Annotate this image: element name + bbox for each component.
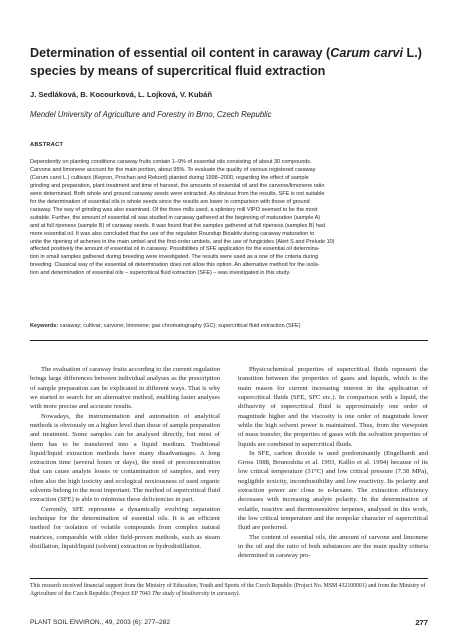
abstract-line: more essential oil. It was also concluded that the use of the regulator Roundup Bioaktiv during caraway maturation to xyxy=(30,230,315,237)
abstract-body xyxy=(30,159,428,278)
abstract-line: caraway. The way of grinding was also examined. Of the three mills used, a splintery mill VIPO seemed to be the most xyxy=(30,206,318,213)
title-part1: Determination of essential oil content in caraway ( xyxy=(30,46,331,60)
abstract-line: for the determination of essential oils in whole seeds since the results are lower in comparison with those of ground xyxy=(30,198,310,205)
footnote-text: This research received financial support from the Ministry of Education, Youth and Sports of the Czech Republic (Project No. MSM 432100001) and from the Ministry of Agriculture of the Czech Republic (Project EP 7043 xyxy=(30,583,426,598)
author-list: J. Sedláková, B. Kocourková, L. Lojková, V. Kubáň xyxy=(30,90,213,99)
section-divider xyxy=(30,340,428,341)
paper-title xyxy=(30,44,430,80)
abstract-line: suitable. Further, the amount of essential oil was studied in caraway gathered at the beginning of maturation (sample A) xyxy=(30,214,321,221)
funding-footnote xyxy=(30,582,428,598)
paragraph: The content of essential oils, the amount of carvone and limonene in the oil and the ratio of both substances are the main quality criteria determined in caraway pro- xyxy=(238,533,428,560)
journal-citation: PLANT SOIL ENVIRON., 49, 2003 (6): 277–282 xyxy=(30,619,171,626)
title-part2: L.) species by means of supercritical fluid extraction xyxy=(30,46,422,78)
title-species: Carum carvi xyxy=(330,46,404,60)
affiliation: Mendel University of Agriculture and Forestry in Brno, Czech Republic xyxy=(30,110,272,119)
paragraph: Physicochemical properties of supercritical fluids represent the transition between the properties of gases and liquids, which is the main reason for current increasing interest in the application of supercritical fluids (SFE, SFC etc.). In comparison with a liquid, the diffusivity of supercritical fluid is approximately one order of magnitude higher and the viscosity is one order of magnitude lower while the high solvent power is maintained. Thus, from the viewpoint of mass transfer, the properties of gases with the solvation properties of liquids are combined in supercritical fluids. xyxy=(238,366,428,448)
paragraph: In SFE, carbon dioxide is used predominantly (Engelhardt and Gross 1988, Bounoshita et al. 1993, Kallio et al. 1994) because of its low critical temperature (31°C) and low critical pressure (7.38 MPa), negligible toxicity, incombustibility and low reactivity. Its polarity and extraction power are close to n-hexane. The extraction efficiency decreases with increasing analyte polarity. In the determination of volatile, reactive and thermosensitive terpenes, analysed in this work, the low critical temperature and the nonpolar character of supercritical fluid are preferred. xyxy=(238,449,428,532)
page-number: 277 xyxy=(415,618,428,627)
body-column-right xyxy=(238,365,428,561)
keywords-text: caraway; cultivar; carvone; limonene; gas chromatography (GC); supercritical fluid extraction (SFE) xyxy=(58,323,301,329)
abstract-line: tion in small samples gathered during breeding were investigated. The results were used as a one of the criteria during xyxy=(30,254,319,261)
paragraph: Currently, SFE represents a dynamically evolving separation technique for the determination of essential oils. It is an efficient method for isolation of volatile compounds from complex natural matrices, comparable with older field-proven methods, such as steam distillation, liquid/liquid (solvent) extraction or hydrodistillation. xyxy=(30,505,220,550)
body-column-left xyxy=(30,365,220,551)
abstract-line: grinding and preparation, plant treatment and time of harvest, the amounts of essential oil and the carvone/limonene ratio xyxy=(30,182,325,189)
paragraph: Nowadays, the instrumentation and automation of analytical methods is obviously on a higher level than those of sample preparation and treatment. Some samples can be analysed directly, but most of them has to be transferred into a liquid medium. Traditional liquid/liquid extraction methods have many disadvantages. A long extraction time (several hours or days), the need of preconcentration that can cause analyte losses or contamination of samples, and very often also the high toxicity and ecological noxiousness of used organic solvents belong to the most important. The method of supercritical fluid extraction (SFE) is able to minimise these deficiencies in part. xyxy=(30,412,220,504)
footnote-project-title: The study of biodiversity in caraway xyxy=(152,591,237,598)
abstract-heading: ABSTRACT xyxy=(30,142,64,148)
keywords-label: Keywords: xyxy=(30,323,59,329)
abstract-line: and at full ripeness (sample B) of caraway seeds. It was found that the samples gathered at full ripeness (samples B) had xyxy=(30,222,326,229)
keywords xyxy=(30,323,428,331)
abstract-line: unite the ripening of achenes in the main umbel and the first-order umbels, and the use of fungicides (Alert S and Prelude 10) xyxy=(30,238,335,245)
abstract-line: breeding. Classical way of the essential oil determination does not allow this option. An alternative method for the isola- xyxy=(30,262,320,269)
paragraph: The evaluation of caraway fruits according to the current regulation brings large differences between individual analyses as the prescription of sample preparation can be explicated in different ways. That is why we started to search for an alternative method, enabling faster analyses with more precise and accurate results. xyxy=(30,366,220,411)
footnote-divider xyxy=(30,578,428,579)
abstract-line: Dependently on planting conditions caraway fruits contain 1–9% of essential oils consisting of about 30 compounds. xyxy=(30,159,312,165)
abstract-line: Carvone and limonene account for the main portion, about 95%. To evaluate the quality of various registered caraway xyxy=(30,166,316,173)
abstract-line: (Carum carvi L.) cultivars (Kepron, Prochan and Rekord) planted during 1998–2000, regarding the effect of sample xyxy=(30,174,309,181)
abstract-line: tion and determination of essential oils – supercritical fluid extraction (SFE) – was investigated in this study. xyxy=(30,270,291,277)
abstract-line: affected positively the amount of essential oil in caraway. Possibilities of SFE application for the essential oil determina- xyxy=(30,246,320,253)
abstract-line: were determined. Both whole and ground caraway seeds were extracted. As obvious from the results, SFE is not suitable xyxy=(30,190,325,197)
footnote-end: ). xyxy=(236,591,241,598)
